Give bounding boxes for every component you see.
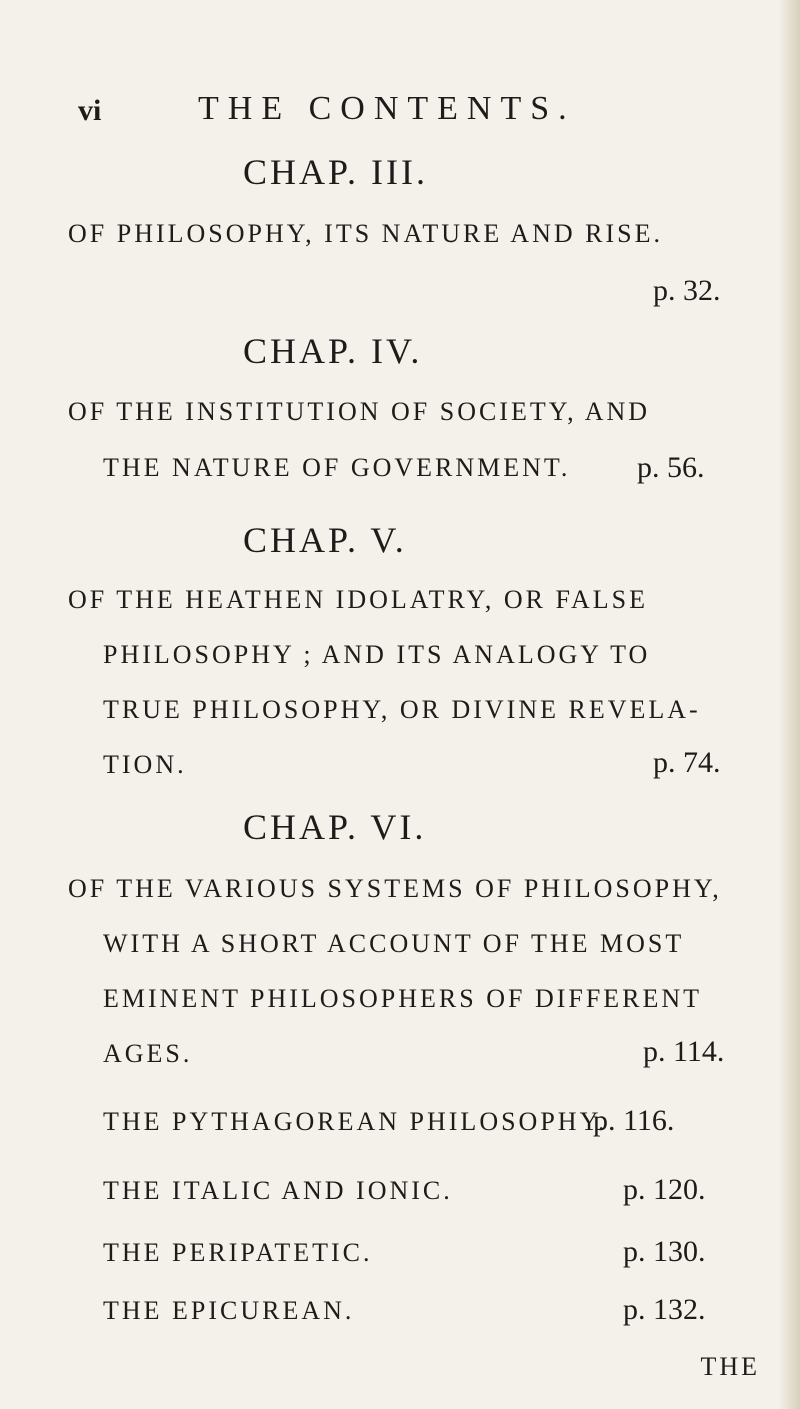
chapter-heading: CHAP. III. [243,152,429,192]
entry-title: THE PYTHAGOREAN PHILOSOPHY. [103,1107,608,1136]
chapter-page-ref: p. 74. [653,746,721,779]
chapter-title-line: WITH A SHORT ACCOUNT OF THE MOST [103,929,685,958]
chapter-heading: CHAP. V. [243,520,407,560]
chapter-title-line: TION. [103,750,187,779]
entry-page-ref: p. 130. [623,1235,706,1268]
running-title: THE CONTENTS. [198,90,576,127]
entry-page-ref: p. 120. [623,1173,706,1206]
catchword: THE [700,1352,760,1381]
chapter-heading: CHAP. VI. [243,807,427,847]
chapter-title-line: OF THE HEATHEN IDOLATRY, OR FALSE [68,585,649,614]
chapter-title-line: TRUE PHILOSOPHY, OR DIVINE REVELA- [103,695,701,724]
chapter-title-line: OF THE INSTITUTION OF SOCIETY, AND [68,397,651,426]
chapter-title-line: OF THE VARIOUS SYSTEMS OF PHILOSOPHY, [68,874,722,903]
entry-page-ref: p. 116. [593,1104,675,1137]
chapter-title-line: AGES. [103,1039,193,1068]
entry-page-ref: p. 132. [623,1293,706,1326]
chapter-title-line: OF PHILOSOPHY, ITS NATURE AND RISE. [68,219,663,248]
entry-title: THE ITALIC AND IONIC. [103,1176,453,1205]
chapter-title-line: THE NATURE OF GOVERNMENT. [103,453,571,482]
chapter-page-ref: p. 32. [653,274,721,307]
chapter-page-ref: p. 114. [643,1035,725,1068]
chapter-heading: CHAP. IV. [243,331,423,371]
chapter-title-line: PHILOSOPHY ; AND ITS ANALOGY TO [103,640,651,669]
entry-title: THE EPICUREAN. [103,1296,355,1325]
entry-title: THE PERIPATETIC. [103,1238,373,1267]
page-edge-shadow [778,0,800,1409]
chapter-title-line: EMINENT PHILOSOPHERS OF DIFFERENT [103,984,703,1013]
chapter-page-ref: p. 56. [637,451,705,484]
page-folio: vi [78,94,102,127]
